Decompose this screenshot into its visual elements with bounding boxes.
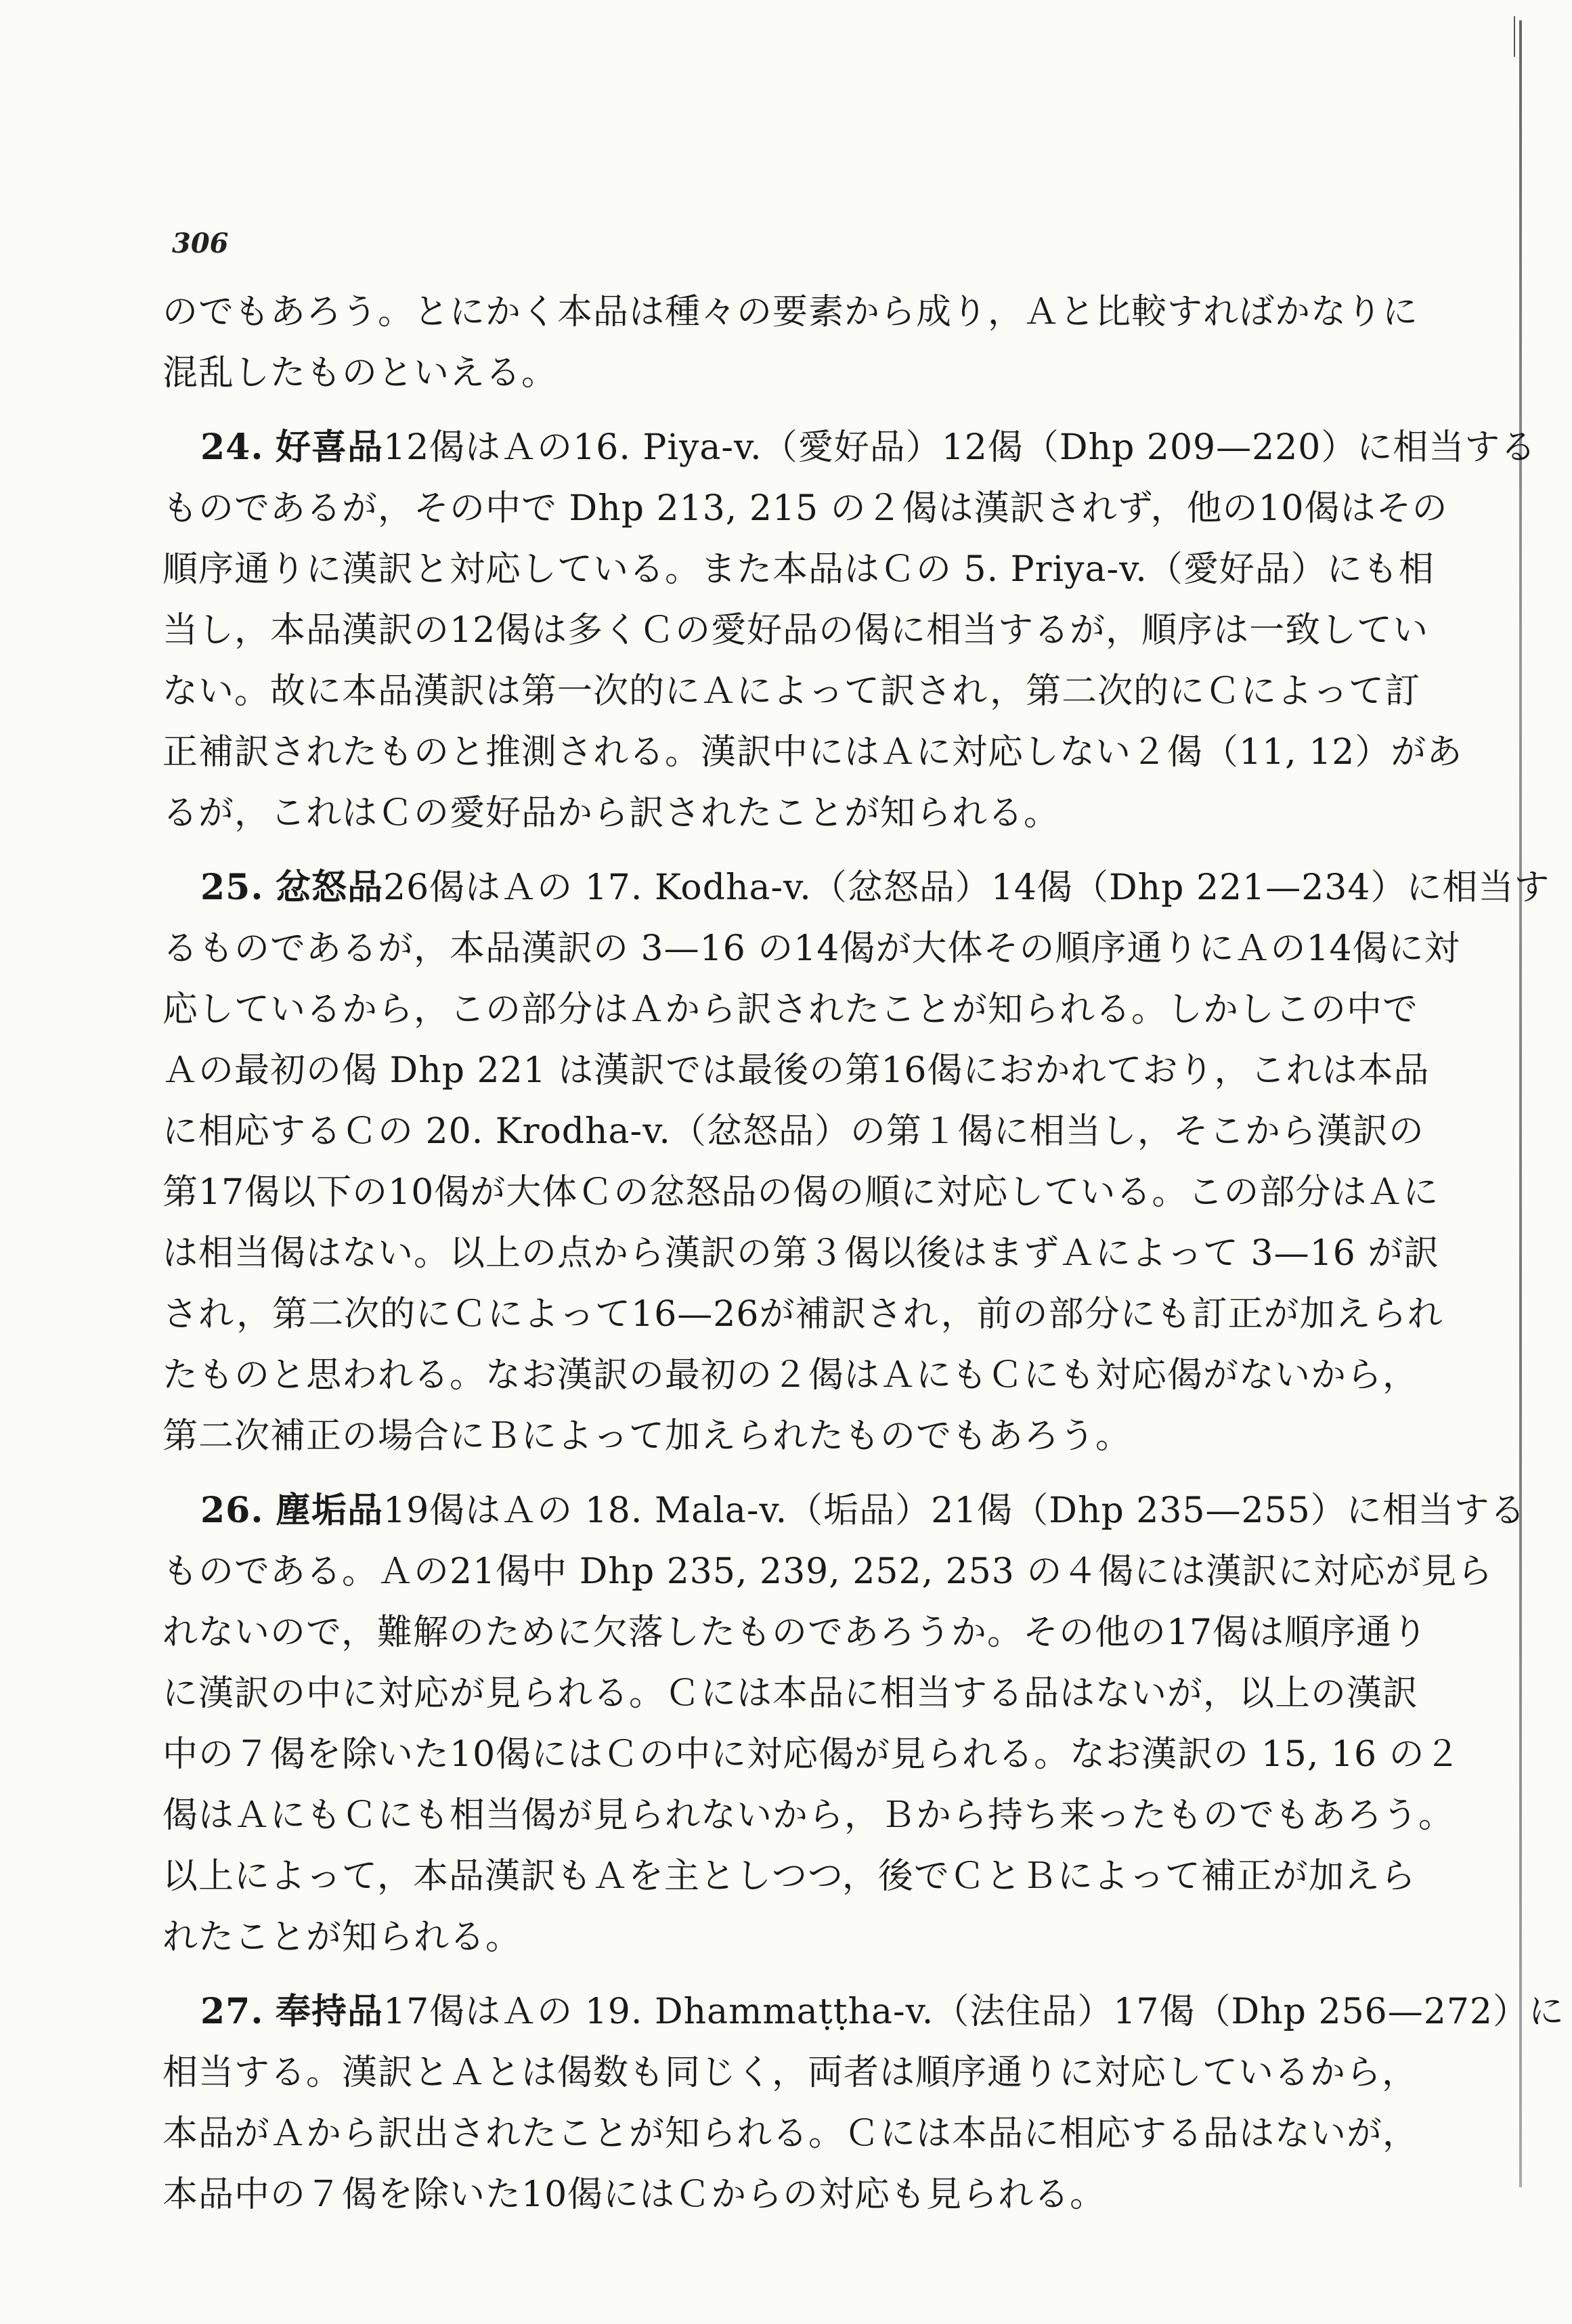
text-line: 第二次補正の場合にＢによって加えられたものでもあろう。: [162, 1416, 1132, 1457]
paragraph-continuation: [162, 282, 1419, 404]
text-line: [162, 857, 1550, 918]
text-line: ものである。Ａの21偈中 Dhp 235, 239, 252, 253 の４偈には漢訳に対応が見ら: [162, 1551, 1493, 1592]
text-line: 当し，本品漢訳の12偈は多くＣの愛好品の偈に相当するが，順序は一致してい: [162, 610, 1429, 651]
text-fragment: 19偈はＡの 18. Mala-v.（垢品）21偈（Dhp 235—255）に相当する: [383, 1490, 1526, 1531]
paragraph-26: [162, 1480, 1526, 1968]
text-line: たものと思われる。なお漢訳の最初の２偈はＡにもＣにも対応偈がないから，: [162, 1355, 1419, 1396]
text-line: のでもあろう。とにかく本品は種々の要素から成り，Ａと比較すればかなりに: [162, 292, 1419, 332]
paragraph-24: [162, 417, 1537, 844]
text-line: 混乱したものといえる。: [162, 353, 558, 393]
text-line: され，第二次的にＣによって16—26が補訳され，前の部分にも訂正が加えられ: [162, 1294, 1443, 1335]
text-fragment: 17偈はＡの 19. Dhammaṭṭha-v.（法住品）17偈（Dhp 256—272）に: [383, 1992, 1565, 2032]
body-text: [162, 282, 1565, 2225]
text-line: 本品中の７偈を除いた10偈にはＣからの対応も見られる。: [162, 2174, 1106, 2215]
text-line: Ａの最初の偈 Dhp 221 は漢訳では最後の第16偈におかれており，これは本品: [162, 1050, 1430, 1091]
paragraph-27: [162, 1981, 1565, 2225]
section-number: 26.: [200, 1490, 264, 1531]
section-heading: 忿怒品: [276, 867, 384, 908]
text-line: に相応するＣの 20. Krodha-v.（忿怒品）の第１偈に相当し，そこから漢訳の: [162, 1111, 1424, 1152]
text-line: 順序通りに漢訳と対応している。また本品はＣの 5. Priya-v.（愛好品）にも相: [162, 549, 1435, 590]
text-line: 中の７偈を除いた10偈にはＣの中に対応偈が見られる。なお漢訳の 15, 16 の２: [162, 1734, 1461, 1775]
page-number: 306: [172, 228, 229, 259]
text-line: 本品がＡから訳出されたことが知られる。Ｃには本品に相応する品はないが，: [162, 2113, 1419, 2154]
text-line: [162, 1981, 1565, 2042]
text-line: るが，これはＣの愛好品から訳されたことが知られる。: [162, 793, 1060, 834]
text-line: [162, 1480, 1526, 1541]
text-line: 正補訳されたものと推測される。漢訳中にはＡに対応しない２偈（11, 12）があ: [162, 732, 1463, 773]
text-line: るものであるが，本品漢訳の 3—16 の14偈が大体その順序通りにＡの14偈に対: [162, 928, 1460, 969]
text-line: れたことが知られる。: [162, 1917, 522, 1958]
text-line: に漢訳の中に対応が見られる。Ｃには本品に相当する品はないが，以上の漢訳: [162, 1673, 1419, 1714]
text-line: ない。故に本品漢訳は第一次的にＡによって訳され，第二次的にＣによって訂: [162, 671, 1421, 712]
text-line: 第17偈以下の10偈が大体Ｃの忿怒品の偈の順に対応している。この部分はＡに: [162, 1172, 1439, 1213]
section-number: 25.: [200, 867, 264, 908]
section-number: 24.: [200, 427, 264, 468]
text-line: 応しているから，この部分はＡから訳されたことが知られる。しかしこの中で: [162, 989, 1419, 1030]
text-line: 相当する。漢訳とＡとは偈数も同じく，両者は順序通りに対応しているから，: [162, 2052, 1418, 2093]
text-fragment: 12偈はＡの16. Piya-v.（愛好品）12偈（Dhp 209—220）に相当する: [383, 427, 1537, 468]
text-line: [162, 417, 1537, 478]
scan-edge-mark: [1514, 16, 1515, 57]
text-line: 偈はＡにもＣにも相当偈が見られないから，Ｂから持ち来ったものでもあろう。: [162, 1795, 1455, 1836]
section-heading: 好喜品: [276, 427, 384, 468]
text-line: れないので，難解のために欠落したものであろうか。その他の17偈は順序通り: [162, 1612, 1428, 1653]
text-line: 以上によって，本品漢訳もＡを主としつつ，後でＣとＢによって補正が加えら: [162, 1856, 1416, 1897]
text-fragment: 26偈はＡの 17. Kodha-v.（忿怒品）14偈（Dhp 221—234）に相当す: [383, 867, 1550, 908]
scan-edge-line: [1519, 20, 1522, 2187]
section-number: 27.: [200, 1991, 264, 2032]
text-line: は相当偈はない。以上の点から漢訳の第３偈以後はまずＡによって 3—16 が訳: [162, 1233, 1440, 1274]
section-heading: 塵垢品: [276, 1490, 384, 1531]
section-heading: 奉持品: [276, 1991, 384, 2032]
paragraph-25: [162, 857, 1550, 1467]
text-line: ものであるが，その中で Dhp 213, 215 の２偈は漢訳されず，他の10偈はその: [162, 488, 1448, 529]
